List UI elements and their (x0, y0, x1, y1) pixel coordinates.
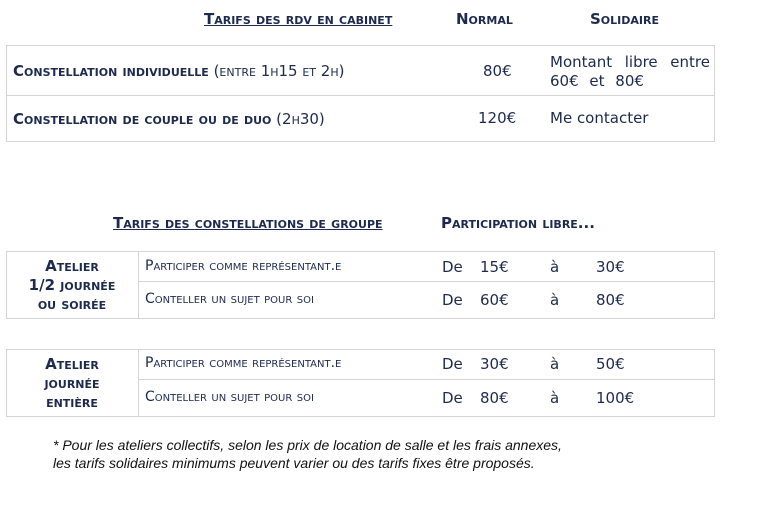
atelier-1-row-1-label: Participer comme représentant.e (145, 258, 342, 274)
cabinet-row-2-name: Constellation de couple ou de duo (13, 110, 272, 128)
atelier-2-row-1-min: 30€ (480, 355, 509, 373)
atelier-2-row-1-label: Participer comme représentant.e (145, 355, 342, 371)
atelier-2-row-1-de: De (442, 355, 463, 373)
atelier-2-divider-vertical (138, 349, 139, 417)
atelier-2-row-2-min: 80€ (480, 389, 509, 407)
atelier-1-name-line2: 1/2 journée (28, 276, 116, 294)
atelier-1-row-1-de: De (442, 258, 463, 276)
footnote-line1: * Pour les ateliers collectifs, selon les prix de location de salle et les frais annexes, (53, 437, 562, 453)
groupe-participation-header: Participation libre... (441, 214, 595, 232)
atelier-1-row-2-max: 80€ (596, 291, 625, 309)
atelier-2-row-1-max: 50€ (596, 355, 625, 373)
atelier-1-name (6, 257, 138, 314)
atelier-2-row-2-a: à (550, 389, 560, 407)
col-normal-header: Normal (456, 10, 513, 28)
atelier-2-row-2-max: 100€ (596, 389, 635, 407)
atelier-1-row-2-label: Conteller un sujet pour soi (145, 291, 314, 307)
atelier-1-row-1-max: 30€ (596, 258, 625, 276)
atelier-2-name-line3: entière (46, 393, 98, 411)
footnote-line2: les tarifs solidaires minimums peuvent varier ou des tarifs fixes être proposés. (53, 455, 535, 471)
atelier-1-name-line1: Atelier (45, 257, 99, 275)
groupe-title: Tarifs des constellations de groupe (113, 214, 383, 232)
atelier-2-name-line1: Atelier (45, 355, 99, 373)
cabinet-row-2-detail: (2h30) (276, 110, 325, 128)
atelier-1-row-1-min: 15€ (480, 258, 509, 276)
cabinet-row-2-label (13, 110, 325, 128)
cabinet-row-1-name: Constellation individuelle (13, 62, 209, 80)
atelier-1-row-2-de: De (442, 291, 463, 309)
cabinet-row-2-normal-price: 120€ (478, 109, 517, 127)
cabinet-row-divider (6, 95, 715, 96)
atelier-2-name (6, 355, 138, 412)
atelier-1-row-1-a: à (550, 258, 560, 276)
atelier-2-row-2-de: De (442, 389, 463, 407)
cabinet-row-1-label (13, 62, 344, 80)
atelier-1-row-2-a: à (550, 291, 560, 309)
atelier-1-divider-horizontal (138, 281, 715, 282)
cabinet-row-1-normal-price: 80€ (483, 62, 512, 80)
atelier-1-divider-vertical (138, 251, 139, 319)
cabinet-row-1-solidaire-line1: Montant libre entre (550, 53, 710, 71)
atelier-2-divider-horizontal (138, 379, 715, 380)
cabinet-row-1-solidaire-line2: 60€ et 80€ (550, 72, 644, 90)
atelier-1-row-2-min: 60€ (480, 291, 509, 309)
atelier-2-name-line2: journée (44, 374, 100, 392)
atelier-2-row-1-a: à (550, 355, 560, 373)
col-solidaire-header: Solidaire (590, 10, 659, 28)
atelier-1-name-line3: ou soirée (37, 295, 107, 313)
atelier-2-row-2-label: Conteller un sujet pour soi (145, 389, 314, 405)
cabinet-row-1-detail: (entre 1h15 et 2h) (213, 62, 345, 80)
cabinet-title: Tarifs des rdv en cabinet (204, 10, 393, 28)
cabinet-row-2-solidaire: Me contacter (550, 109, 649, 127)
